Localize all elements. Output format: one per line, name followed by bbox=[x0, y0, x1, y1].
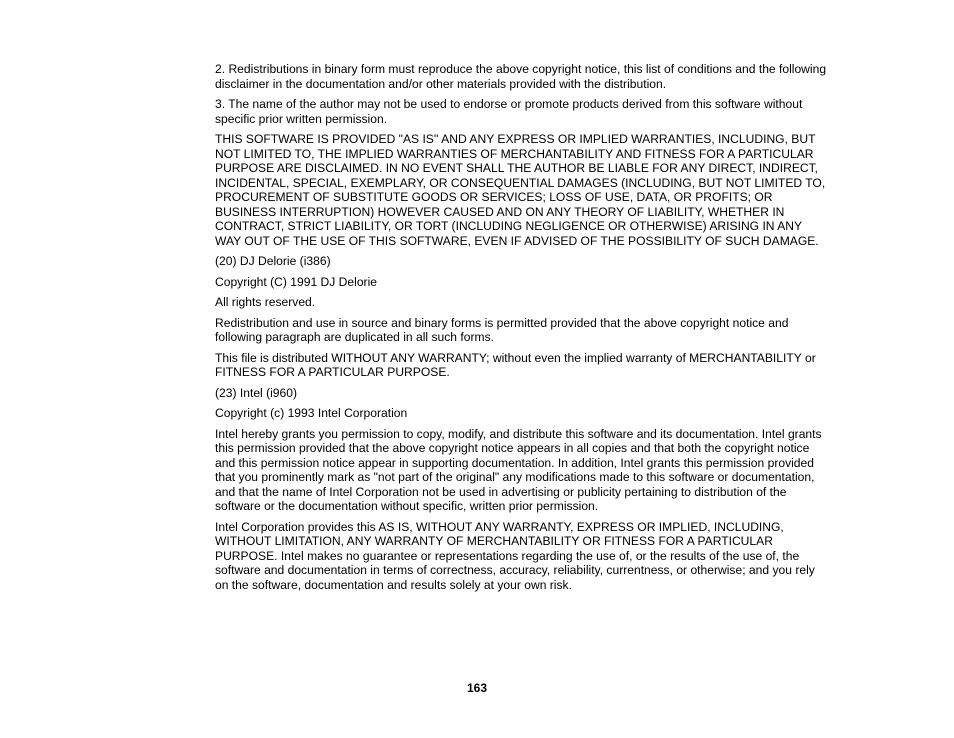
document-body bbox=[215, 62, 829, 598]
page-number: 163 bbox=[466, 681, 488, 695]
paragraph-intel-copyright: Copyright (c) 1993 Intel Corporation bbox=[215, 406, 408, 420]
paragraph-intel-heading: (23) Intel (i960) bbox=[215, 385, 298, 400]
paragraph-dj-delorie-copyright: Copyright (C) 1991 DJ Delorie bbox=[215, 274, 377, 289]
paragraph-all-rights-reserved: All rights reserved. bbox=[215, 295, 316, 309]
paragraph-intel-as-is: Intel Corporation provides this AS IS, WITHOUT ANY WARRANTY, EXPRESS OR IMPLIED, INCLUDING, WITHOUT LIMITATION, ANY WARRANTY OF MERCHANTABILITY OR FITNESS FOR A PARTICULAR PURPOSE. Intel makes no guarantee or representations regarding the use of, or the results of the use of, the software and documentation in terms of correctness, accuracy, reliability, currentness, or otherwise; and you rely on the software, documentation and results solely at your own risk. bbox=[215, 519, 815, 592]
paragraph-intel-permission: Intel hereby grants you permission to copy, modify, and distribute this software and its documentation. Intel grants this permission provided that the above copyright notice appears in all copies and that both the copyright notice and this permission notice appear in supporting documentation. In addition, Intel grants this permission provided that you prominently mark as "not part of the original" any modifications made to this software or documentation, and that the name of Intel Corporation not be used in advertising or publicity pertaining to distribution of the software or the documentation without specific, written prior permission. bbox=[215, 426, 822, 513]
paragraph-author-name: 3. The name of the author may not be used to endorse or promote products derived from this software without specific prior written permission. bbox=[215, 97, 803, 126]
paragraph-warranty-disclaimer: THIS SOFTWARE IS PROVIDED "AS IS'' AND ANY EXPRESS OR IMPLIED WARRANTIES, INCLUDING, BUT NOT LIMITED TO, THE IMPLIED WARRANTIES OF MERCHANTABILITY AND FITNESS FOR A PARTICULAR PURPOSE ARE DISCLAIMED. IN NO EVENT SHALL THE AUTHOR BE LIABLE FOR ANY DIRECT, INDIRECT, INCIDENTAL, SPECIAL, EXEMPLARY, OR CONSEQUENTIAL DAMAGES (INCLUDING, BUT NOT LIMITED TO, PROCUREMENT OF SUBSTITUTE GOODS OR SERVICES; LOSS OF USE, DATA, OR PROFITS; OR BUSINESS INTERRUPTION) HOWEVER CAUSED AND ON ANY THEORY OF LIABILITY, WHETHER IN CONTRACT, STRICT LIABILITY, OR TORT (INCLUDING NEGLIGENCE OR OTHERWISE) ARISING IN ANY WAY OUT OF THE USE OF THIS SOFTWARE, EVEN IF ADVISED OF THE POSSIBILITY OF SUCH DAMAGE. bbox=[215, 132, 826, 248]
paragraph-redistribution-permitted: Redistribution and use in source and binary forms is permitted provided that the above copyright notice and following paragraph are duplicated in all such forms. bbox=[215, 315, 789, 344]
paragraph-redistribution-binary: 2. Redistributions in binary form must reproduce the above copyright notice, this list of conditions and the following disclaimer in the documentation and/or other materials provided with the distribution. bbox=[215, 62, 827, 91]
paragraph-dj-delorie-heading: (20) DJ Delorie (i386) bbox=[215, 254, 331, 268]
paragraph-no-warranty: This file is distributed WITHOUT ANY WARRANTY; without even the implied warranty of MERCHANTABILITY or FITNESS FOR A PARTICULAR PURPOSE. bbox=[215, 350, 816, 379]
